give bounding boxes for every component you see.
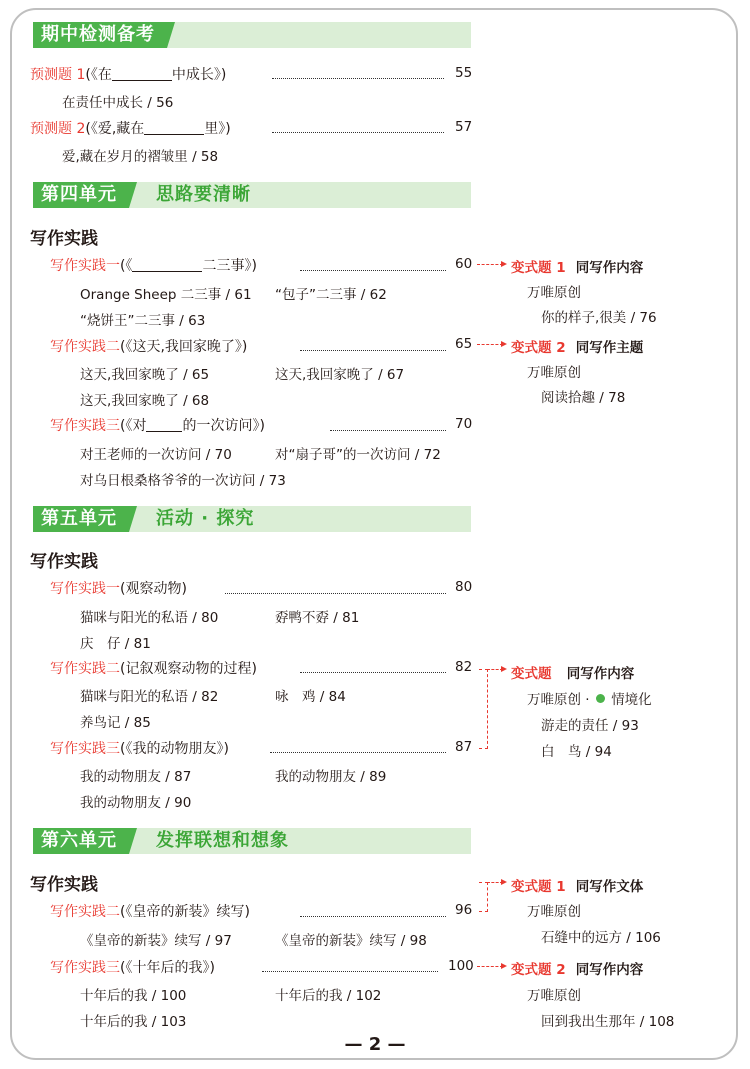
- arrow-icon: [487, 669, 503, 670]
- unit4-tab: 第四单元: [33, 182, 129, 208]
- essay-item[interactable]: 这天,我回家晚了 / 67: [275, 367, 405, 383]
- essay-item[interactable]: 我的动物朋友 / 87: [80, 769, 192, 785]
- unit6-banner: [33, 828, 471, 854]
- page-number: 57: [455, 119, 473, 135]
- unit6-subtitle: 发挥联想和想象: [156, 830, 289, 851]
- unit6-practice-2[interactable]: 写作实践二(《皇帝的新装》续写): [50, 904, 250, 920]
- unit4-section: 写作实践: [30, 229, 98, 249]
- leader-dots: [300, 672, 446, 673]
- page-number: 82: [455, 659, 473, 675]
- variant-item[interactable]: 阅读拾趣 / 78: [541, 390, 626, 406]
- essay-item[interactable]: 十年后的我 / 100: [80, 988, 187, 1004]
- unit5-subtitle: 活动 · 探究: [156, 508, 255, 529]
- page-number: 65: [455, 336, 473, 352]
- variant-item[interactable]: 白 鸟 / 94: [541, 744, 612, 760]
- leader-dots: [272, 78, 444, 79]
- essay-item[interactable]: 我的动物朋友 / 90: [80, 795, 192, 811]
- unit4-practice-2[interactable]: 写作实践二(《这天,我回家晚了》): [50, 339, 248, 355]
- arrow-icon: [477, 264, 503, 265]
- unit6-variant-2[interactable]: 变式题 2 同写作内容: [511, 962, 644, 978]
- lightbulb-icon: [596, 694, 605, 703]
- variant-item[interactable]: 你的样子,很美 / 76: [541, 310, 657, 326]
- variant-item[interactable]: 游走的责任 / 93: [541, 718, 639, 734]
- page-number: 80: [455, 579, 473, 595]
- leader-dots: [300, 916, 446, 917]
- essay-item[interactable]: 这天,我回家晚了 / 65: [80, 367, 210, 383]
- unit5-variant[interactable]: 变式题 同写作内容: [511, 666, 635, 682]
- page-footer-number: — 2 —: [344, 1034, 406, 1055]
- leader-dots: [300, 350, 446, 351]
- midterm-sub-2[interactable]: 爱,藏在岁月的褶皱里 / 58: [62, 149, 219, 165]
- essay-item[interactable]: 猫咪与阳光的私语 / 80: [80, 610, 219, 626]
- arrow-icon: [487, 882, 503, 883]
- essay-item[interactable]: 《皇帝的新装》续写 / 97: [80, 933, 232, 949]
- page-number: 100: [448, 958, 474, 974]
- unit5-practice-2[interactable]: 写作实践二(记叙观察动物的过程): [50, 661, 257, 677]
- essay-item[interactable]: 孬鸭不孬 / 81: [275, 610, 360, 626]
- essay-item[interactable]: 咏 鸡 / 84: [275, 689, 346, 705]
- original-tag: 万唯原创: [527, 904, 581, 920]
- unit4-practice-1[interactable]: 写作实践一(《 二三事》): [50, 258, 257, 274]
- essay-item[interactable]: 猫咪与阳光的私语 / 82: [80, 689, 219, 705]
- unit5-practice-3[interactable]: 写作实践三(《我的动物朋友》): [50, 741, 229, 757]
- original-tag: 万唯原创: [527, 285, 581, 301]
- essay-item[interactable]: 十年后的我 / 102: [275, 988, 382, 1004]
- variant-item[interactable]: 回到我出生那年 / 108: [541, 1014, 675, 1030]
- midterm-sub-1[interactable]: 在责任中成长 / 56: [62, 95, 174, 111]
- original-tag: 万唯原创 · 情境化: [527, 692, 652, 708]
- essay-item[interactable]: Orange Sheep 二三事 / 61: [80, 287, 252, 303]
- leader-dots: [330, 430, 446, 431]
- unit4-variant-2[interactable]: 变式题 2 同写作主题: [511, 340, 644, 356]
- original-tag: 万唯原创: [527, 365, 581, 381]
- unit4-variant-1[interactable]: 变式题 1 同写作内容: [511, 260, 644, 276]
- page-number: 87: [455, 739, 473, 755]
- unit6-section: 写作实践: [30, 875, 98, 895]
- unit5-banner: [33, 506, 471, 532]
- page-number: 70: [455, 416, 473, 432]
- forecast-1[interactable]: 预测题 1(《在 中成长》): [30, 67, 227, 83]
- leader-dots: [272, 132, 444, 133]
- essay-item[interactable]: 《皇帝的新装》续写 / 98: [275, 933, 427, 949]
- essay-item[interactable]: 十年后的我 / 103: [80, 1014, 187, 1030]
- unit4-practice-3[interactable]: 写作实践三(《对 的一次访问》): [50, 418, 265, 434]
- unit6-variant-1[interactable]: 变式题 1 同写作文体: [511, 879, 644, 895]
- forecast-2[interactable]: 预测题 2(《爱,藏在 里》): [30, 121, 231, 137]
- unit6-practice-3[interactable]: 写作实践三(《十年后的我》): [50, 960, 215, 976]
- arrow-icon: [477, 344, 503, 345]
- essay-item[interactable]: 对王老师的一次访问 / 70: [80, 447, 232, 463]
- essay-item[interactable]: “包子”二三事 / 62: [275, 287, 387, 303]
- leader-dots: [262, 971, 438, 972]
- essay-item[interactable]: 对“扇子哥”的一次访问 / 72: [275, 447, 441, 463]
- unit5-practice-1[interactable]: 写作实践一(观察动物): [50, 581, 187, 597]
- unit4-banner: [33, 182, 471, 208]
- leader-dots: [300, 270, 446, 271]
- essay-item[interactable]: 对乌日根桑格爷爷的一次访问 / 73: [80, 473, 286, 489]
- original-tag: 万唯原创: [527, 988, 581, 1004]
- bracket-connector: [479, 669, 488, 749]
- essay-item[interactable]: 我的动物朋友 / 89: [275, 769, 387, 785]
- leader-dots: [270, 752, 446, 753]
- page-number: 55: [455, 65, 473, 81]
- page-number: 96: [455, 902, 473, 918]
- essay-item[interactable]: “烧饼王”二三事 / 63: [80, 313, 206, 329]
- page-number: 60: [455, 256, 473, 272]
- unit6-tab: 第六单元: [33, 828, 129, 854]
- midterm-title: 期中检测备考: [33, 22, 167, 48]
- arrow-icon: [477, 966, 503, 967]
- leader-dots: [225, 593, 446, 594]
- unit4-subtitle: 思路要清晰: [156, 184, 251, 205]
- essay-item[interactable]: 庆 仔 / 81: [80, 636, 151, 652]
- essay-item[interactable]: 这天,我回家晚了 / 68: [80, 393, 210, 409]
- unit5-section: 写作实践: [30, 552, 98, 572]
- unit5-tab: 第五单元: [33, 506, 129, 532]
- variant-item[interactable]: 石缝中的远方 / 106: [541, 930, 661, 946]
- bracket-connector: [479, 882, 488, 912]
- essay-item[interactable]: 养鸟记 / 85: [80, 715, 151, 731]
- midterm-banner: [33, 22, 471, 48]
